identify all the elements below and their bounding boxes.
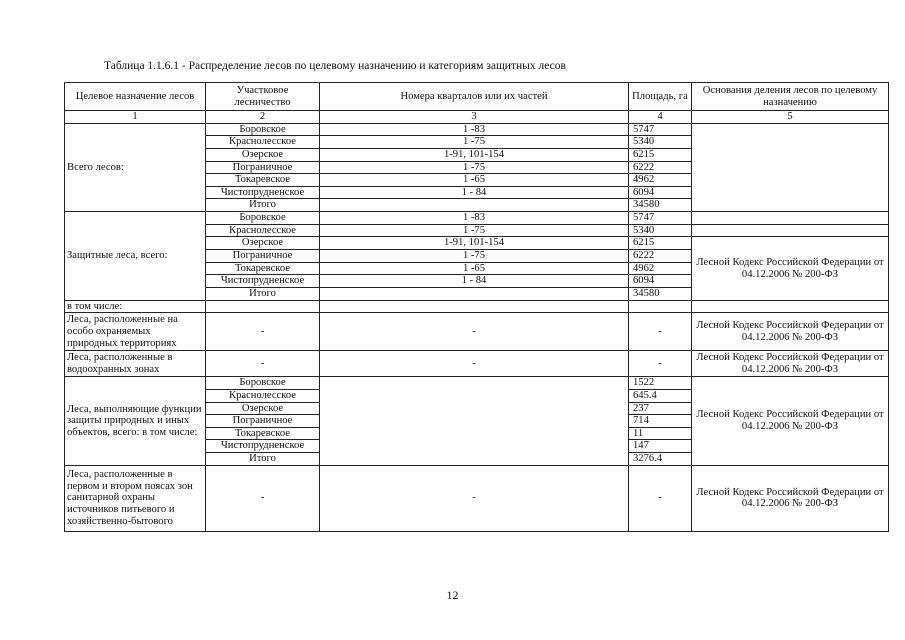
- table-caption: Таблица 1.1.6.1 - Распределение лесов по целевому назначению и категориям защитных лесов: [104, 60, 566, 72]
- area-cell: 6222: [629, 161, 692, 174]
- area-cell: 4962: [629, 174, 692, 187]
- area-cell: 6222: [629, 250, 692, 263]
- table-row: [65, 377, 889, 390]
- quarters-cell: 1 -65: [320, 174, 629, 187]
- dash-cell: -: [629, 313, 692, 351]
- protection-functions-label: Леса, выполняющие функции защиты природных и иных объектов, всего: в том числе:: [65, 377, 206, 465]
- forestry-cell: Краснолесское: [206, 136, 320, 149]
- header-purpose: Целевое назначение лесов: [65, 83, 206, 111]
- dash-cell: -: [629, 465, 692, 531]
- quarters-cell: 1 -83: [320, 123, 629, 136]
- basis-cell: [692, 224, 889, 237]
- empty-cell: [692, 300, 889, 313]
- area-cell: 6215: [629, 237, 692, 250]
- dash-cell: -: [320, 351, 629, 377]
- forest-distribution-table: [64, 82, 889, 532]
- forestry-total-cell: Итого: [206, 453, 320, 466]
- legal-basis-cell: Лесной Кодекс Российской Федерации от 04.12.2006 № 200-ФЗ: [692, 313, 889, 351]
- area-cell: 5340: [629, 136, 692, 149]
- dash-cell: -: [320, 465, 629, 531]
- legal-basis-cell: Лесной Кодекс Российской Федерации от 04.12.2006 № 200-ФЗ: [692, 377, 889, 465]
- empty-cell: [206, 300, 320, 313]
- quarters-cell: [320, 199, 629, 212]
- legal-basis-cell: Лесной Кодекс Российской Федерации от 04.12.2006 № 200-ФЗ: [692, 465, 889, 531]
- forestry-cell: Чистопрудненское: [206, 275, 320, 288]
- forestry-total-cell: Итого: [206, 199, 320, 212]
- header-area: Площадь, га: [629, 83, 692, 111]
- col-number: 2: [206, 111, 320, 124]
- empty-cell: [629, 300, 692, 313]
- quarters-cell: [320, 287, 629, 300]
- table-row: [65, 212, 889, 225]
- forestry-cell: Токаревское: [206, 174, 320, 187]
- quarters-cell: 1 -75: [320, 224, 629, 237]
- area-total-cell: 34580: [629, 287, 692, 300]
- area-cell: 714: [629, 415, 692, 428]
- table-row: [65, 351, 889, 377]
- area-cell: 1522: [629, 377, 692, 390]
- dash-cell: -: [206, 351, 320, 377]
- protective-forests-label: Защитные леса, всего:: [65, 212, 206, 300]
- forestry-total-cell: Итого: [206, 287, 320, 300]
- forestry-cell: Боровское: [206, 377, 320, 390]
- empty-cell: [320, 300, 629, 313]
- table-row: [65, 300, 889, 313]
- forestry-cell: Пограничное: [206, 250, 320, 263]
- quarters-cell: 1 - 84: [320, 186, 629, 199]
- area-cell: 6094: [629, 186, 692, 199]
- page-number: 12: [446, 588, 459, 602]
- dash-cell: -: [629, 351, 692, 377]
- header-row: [65, 83, 889, 111]
- col-number: 5: [692, 111, 889, 124]
- forestry-cell: Краснолесское: [206, 389, 320, 402]
- header-quarters: Номера кварталов или их частей: [320, 83, 629, 111]
- basis-cell: [692, 212, 889, 225]
- quarters-cell: 1 -65: [320, 262, 629, 275]
- table-row: [65, 123, 889, 136]
- quarters-cell: 1 - 84: [320, 275, 629, 288]
- water-zones-label: Леса, расположенные в водоохранных зонах: [65, 351, 206, 377]
- forestry-cell: Краснолесское: [206, 224, 320, 237]
- dash-cell: -: [320, 313, 629, 351]
- quarters-cell: 1 -75: [320, 136, 629, 149]
- forestry-cell: Озерское: [206, 402, 320, 415]
- basis-cell: [692, 123, 889, 211]
- col-number: 3: [320, 111, 629, 124]
- sanitary-zones-label: Леса, расположенные в первом и втором поясах зон санитарной охраны источников питьевого и хозяйственно-бытового: [65, 465, 206, 531]
- quarters-cell: [320, 377, 629, 465]
- forestry-cell: Боровское: [206, 212, 320, 225]
- forestry-cell: Чистопрудненское: [206, 186, 320, 199]
- header-forestry: Участковое лесничество: [206, 83, 320, 111]
- quarters-cell: 1 -75: [320, 161, 629, 174]
- area-cell: 6094: [629, 275, 692, 288]
- quarters-cell: 1-91, 101-154: [320, 148, 629, 161]
- col-number: 1: [65, 111, 206, 124]
- header-basis: Основания деления лесов по целевому назначению: [692, 83, 889, 111]
- forestry-cell: Токаревское: [206, 262, 320, 275]
- area-cell: 6215: [629, 148, 692, 161]
- area-cell: 5747: [629, 123, 692, 136]
- quarters-cell: 1 -83: [320, 212, 629, 225]
- forestry-cell: Пограничное: [206, 415, 320, 428]
- forestry-cell: Чистопрудненское: [206, 440, 320, 453]
- dash-cell: -: [206, 465, 320, 531]
- forestry-cell: Токаревское: [206, 427, 320, 440]
- table-row: [65, 313, 889, 351]
- area-cell: 11: [629, 427, 692, 440]
- area-cell: 237: [629, 402, 692, 415]
- area-total-cell: 3276.4: [629, 453, 692, 466]
- area-total-cell: 34580: [629, 199, 692, 212]
- quarters-cell: 1 -75: [320, 250, 629, 263]
- all-forests-label: Всего лесов:: [65, 123, 206, 211]
- forestry-cell: Озерское: [206, 148, 320, 161]
- forestry-cell: Озерское: [206, 237, 320, 250]
- forestry-cell: Пограничное: [206, 161, 320, 174]
- col-number: 4: [629, 111, 692, 124]
- table-row: [65, 465, 889, 531]
- quarters-cell: 1-91, 101-154: [320, 237, 629, 250]
- area-cell: 645.4: [629, 389, 692, 402]
- legal-basis-cell: Лесной Кодекс Российской Федерации от 04.12.2006 № 200-ФЗ: [692, 351, 889, 377]
- forestry-cell: Боровское: [206, 123, 320, 136]
- including-label: в том числе:: [65, 300, 206, 313]
- area-cell: 5340: [629, 224, 692, 237]
- dash-cell: -: [206, 313, 320, 351]
- area-cell: 147: [629, 440, 692, 453]
- area-cell: 4962: [629, 262, 692, 275]
- protected-territories-label: Леса, расположенные на особо охраняемых природных территориях: [65, 313, 206, 351]
- column-number-row: [65, 111, 889, 124]
- area-cell: 5747: [629, 212, 692, 225]
- legal-basis-cell: Лесной Кодекс Российской Федерации от 04.12.2006 № 200-ФЗ: [692, 237, 889, 300]
